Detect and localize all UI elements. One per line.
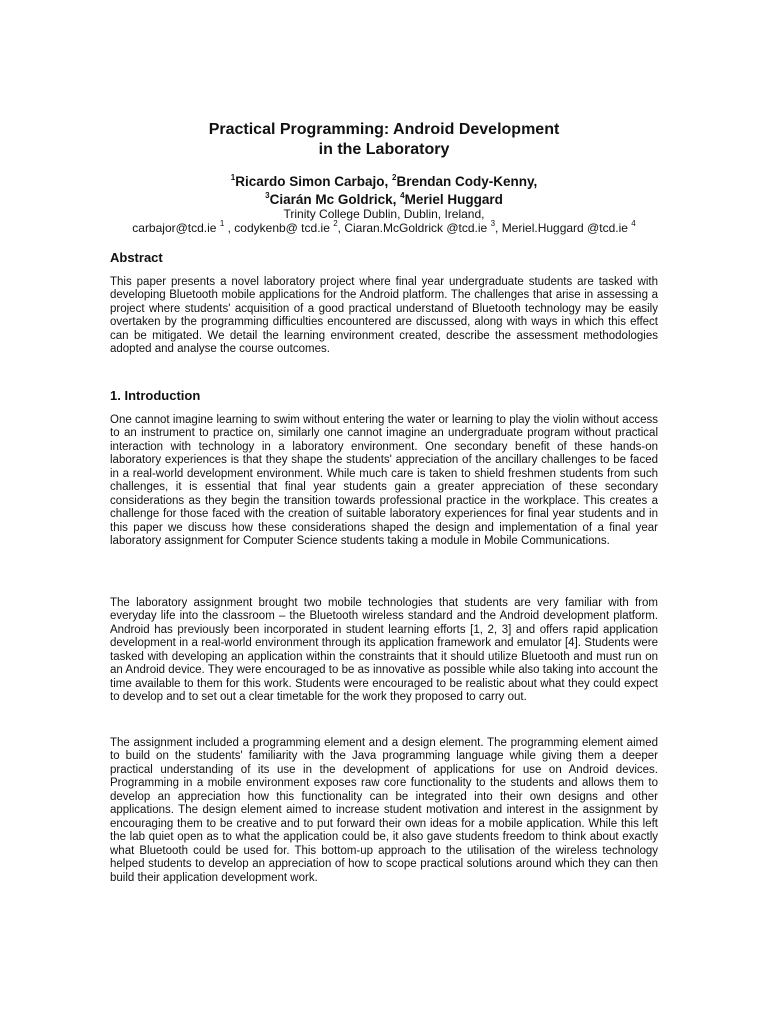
paper-title-line-1: Practical Programming: Android Development [208, 121, 560, 138]
email-separator: , [495, 221, 502, 235]
introduction-heading: 1. Introduction [110, 388, 201, 403]
email-index: 2 [333, 219, 338, 228]
author-index: 2 [392, 172, 397, 182]
introduction-paragraph-3: The assignment included a programming element and a design element. The programming element aimed to build on the students' familiarity with the Java programming language while giving them a deeper practical understanding of its use in the development of applications for use on Android devices. Programming in a mobile environment exposes raw core functionality to the students and allows them to develop an appreciation how this functionality can be integrated into their own designs and other applications. The design element aimed to increase student motivation and interest in the assignment by encouraging them to be creative and to put forward their own ideas for a mobile application. While this left the lab quiet open as to what the application could be, it also gave students freedom to think about exactly what Bluetooth could be used for. This bottom-up approach to the utilisation of the wireless technology helped students to develop an appreciation of how to scope practical solutions around which they can then build their application development work. [110, 737, 658, 884]
author-name: Meriel Huggard [404, 192, 503, 207]
author-name: Ricardo Simon Carbajo, [235, 174, 392, 189]
authors-line-1 [0, 173, 768, 191]
email-separator: , [337, 221, 345, 235]
abstract-paragraph: This paper presents a novel laboratory project where final year undergraduate students are tasked with developing Bluetooth mobile applications for the Android platform. The challenges that arise in assessing a project where students' acquisition of a good practical understand of Bluetooth technology may be easily overtaken by the programming difficulties encountered are discussed, along with ways in which this effect can be mitigated. We detail the learning environment created, describe the assessment methodologies adopted and analyse the course outcomes. [110, 276, 658, 356]
author-index: 3 [265, 190, 270, 200]
email-address: codykenb@ tcd.ie [234, 221, 334, 235]
affiliation: Trinity College Dublin, Dublin, Ireland, [283, 207, 485, 221]
author-index: 1 [230, 172, 236, 182]
email-index: 4 [631, 219, 636, 228]
introduction-paragraph-2: The laboratory assignment brought two mobile technologies that students are very familiar with from everyday life into the classroom – the Bluetooth wireless standard and the Android development platform. Android has previously been incorporated in student learning efforts [1, 2, 3] and offers rapid application development in a real-world environment through its application framework and emulator [4]. Students were tasked with developing an application within the constraints that it should utilize Bluetooth and must run on an Android device. They were encouraged to be as innovative as possible while also taking into account the time available to them for this work. Students were encouraged to be realistic about what they could expect to develop and to set out a clear timetable for the work they proposed to carry out. [110, 597, 658, 704]
introduction-paragraph-1: One cannot imagine learning to swim without entering the water or learning to play the violin without access to an instrument to practice on, similarly one cannot imagine an undergraduate program without practical interaction with technology in a laboratory environment. One secondary benefit of these hands-on laboratory experiences is that they shape the students' appreciation of the ancillary challenges to be faced in a real-world development environment. While much care is taken to shield freshmen students from such challenges, it is essential that final year students gain a greater appreciation of these secondary considerations as they begin the transition towards professional practice in the workplace. This creates a challenge for those faced with the creation of suitable laboratory experiences for final year students and in this paper we discuss how these considerations shaped the design and implementation of a final year laboratory assignment for Computer Science students taking a module in Mobile Communications. [110, 414, 658, 548]
email-address: Ciaran.McGoldrick @tcd.ie [344, 221, 491, 235]
author-emails [0, 221, 768, 235]
author-name: Brendan Cody-Kenny, [396, 174, 538, 189]
paper-title-line-2: in the Laboratory [318, 141, 450, 158]
abstract-heading: Abstract [110, 250, 163, 265]
author-index: 4 [400, 190, 405, 200]
email-index: 1 [219, 219, 225, 228]
author-name: Ciarán Mc Goldrick, [269, 192, 401, 207]
email-separator: , [224, 221, 235, 235]
email-index: 3 [490, 219, 496, 228]
email-address: carbajor@tcd.ie [132, 221, 220, 235]
email-address: Meriel.Huggard @tcd.ie [501, 221, 632, 235]
